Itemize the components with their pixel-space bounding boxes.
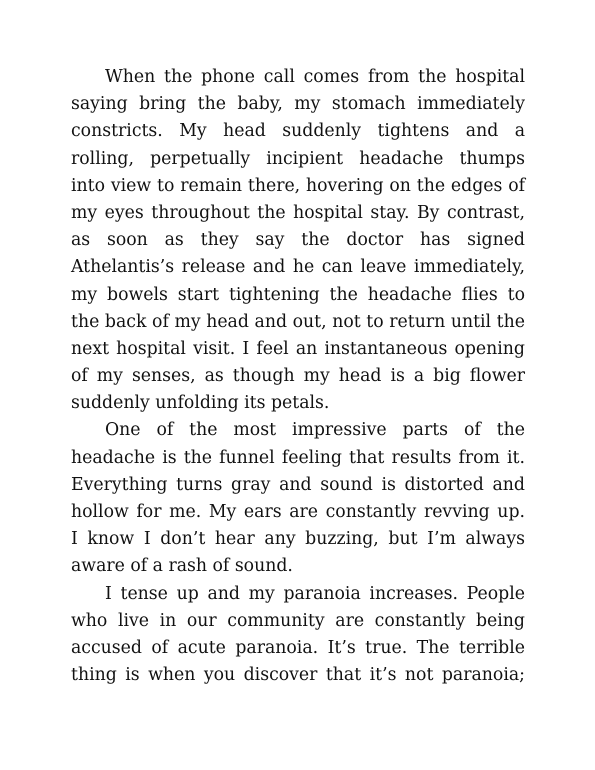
- text-line: who live in our community are constantly being: [71, 610, 525, 631]
- paragraph-1: [71, 64, 525, 417]
- text-line: of my senses, as though my head is a big flower: [71, 366, 525, 387]
- text-line: headache is the funnel feeling that results from it.: [71, 447, 525, 468]
- body-text: [71, 64, 525, 689]
- text-line: aware of a rash of sound.: [71, 556, 293, 577]
- paragraph-3: [71, 581, 525, 690]
- text-line: suddenly unfolding its petals.: [71, 393, 330, 414]
- text-line: as soon as they say the doctor has signed: [71, 230, 525, 251]
- text-line: next hospital visit. I feel an instantaneous opening: [71, 338, 525, 359]
- text-line: I tense up and my paranoia increases. People: [105, 583, 525, 604]
- text-line: Everything turns gray and sound is distorted and: [71, 474, 525, 495]
- text-line: the back of my head and out, not to return until the: [71, 311, 525, 332]
- text-line: thing is when you discover that it’s not paranoia;: [71, 665, 525, 686]
- text-line: constricts. My head suddenly tightens and a: [71, 121, 525, 142]
- text-line: my bowels start tightening the headache flies to: [71, 284, 525, 305]
- text-line: rolling, perpetually incipient headache thumps: [71, 148, 525, 169]
- text-line: accused of acute paranoia. It’s true. The terrible: [71, 637, 525, 658]
- text-line: my eyes throughout the hospital stay. By contrast,: [71, 202, 525, 223]
- text-line: One of the most impressive parts of the: [105, 420, 525, 441]
- text-line: When the phone call comes from the hospital: [105, 67, 525, 87]
- paragraph-2: [71, 417, 525, 580]
- text-line: Athelantis’s release and he can leave immediately,: [71, 257, 525, 278]
- text-line: into view to remain there, hovering on the edges of: [71, 175, 525, 196]
- text-line: saying bring the baby, my stomach immediately: [71, 94, 525, 115]
- text-line: I know I don’t hear any buzzing, but I’m always: [71, 529, 525, 550]
- text-line: hollow for me. My ears are constantly revving up.: [71, 502, 525, 522]
